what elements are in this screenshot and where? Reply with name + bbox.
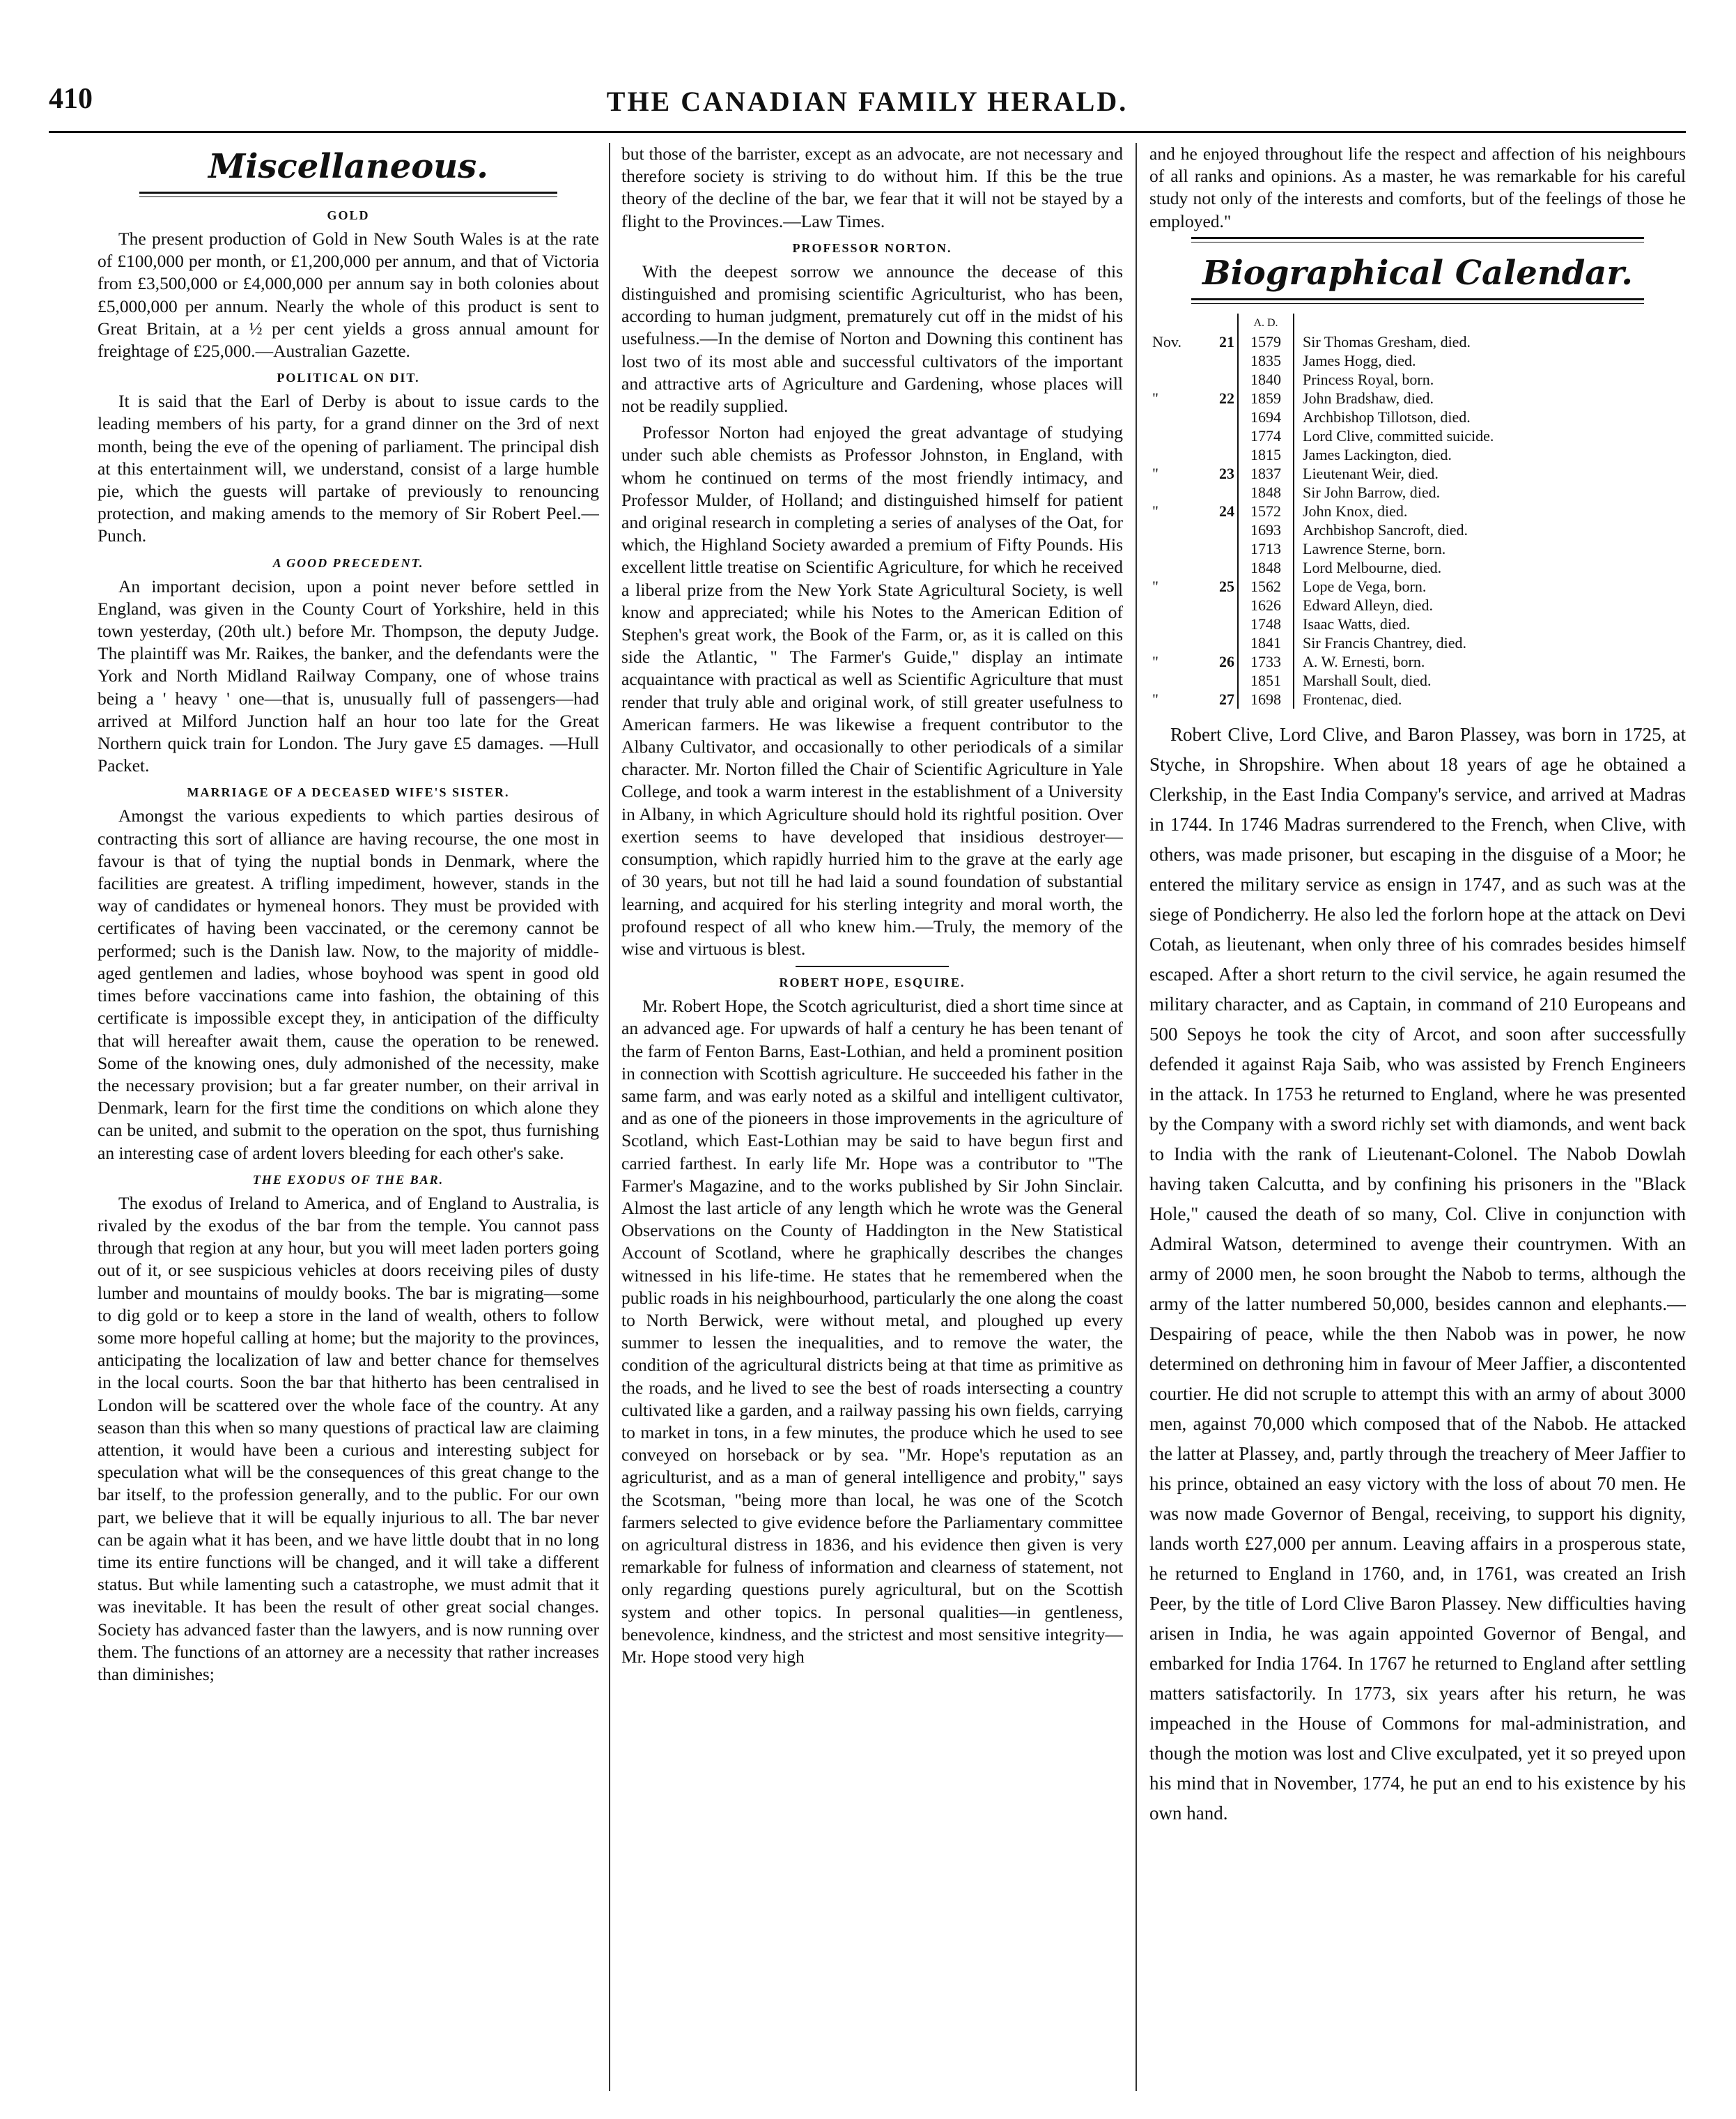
article-paragraph: and he enjoyed throughout life the respect and affection of his neighbours of all ranks and opinions. As a master, he was remarkable for his careful study not only of the interests and comforts, but of the feelings of those he employed.": [1149, 144, 1686, 231]
calendar-day: [1204, 596, 1238, 615]
calendar-year: 1572: [1238, 502, 1294, 521]
article-marriage: [98, 784, 599, 1164]
calendar-row: [1149, 690, 1686, 709]
title-rule: [1191, 298, 1644, 304]
calendar-month: [1149, 351, 1204, 370]
calendar-day: 25: [1219, 577, 1234, 595]
calendar-year: 1859: [1238, 389, 1294, 408]
calendar-row: [1149, 596, 1686, 615]
article-paragraph: Mr. Robert Hope, the Scotch agriculturist, died a short time since at an advanced age. For upwards of half a century he has been tenant of the farm of Fenton Barns, East-Lothian, and held a prominent position in connection with Scottish agriculture. He succeeded his father in the same farm, and was early noted as a skilful and intelligent cultivator, and as one of the pioneers in those improvements in the agriculture of Scotland, which East-Lothian may be said to have begun first and carried farthest. In early life Mr. Hope was a contributor to "The Farmer's Magazine, and to the works published by Sir John Sinclair. Almost the last article of any length which he wrote was the General Observations on the County of Haddington in the New Statistical Account of Scotland, where he graphically describes the changes witnessed in his life-time. He states that he remembered when the public roads in his neighbourhood, particularly the one along the coast to North Berwick, were without metal, and ploughed up every summer to lessen the inequalities, and to remove the water, the condition of the agricultural districts being at that time as primitive as the roads, and he lived to see the best of roads intersecting a country cultivated like a garden, and a railway passing his own fields, carrying to market in tons, in a few minutes, the produce which he used to see conveyed on horseback or by sea. "Mr. Hope's reputation as an agriculturist, and as a man of general intelligence and probity," says the Scotsman, "being more than local, he was one of the Scotch farmers selected to give evidence before the Parliamentary committee on agricultural distress in 1836, and his evidence then given is very remarkable for fulness of information and clearness of statement, not only regarding questions purely agricultural, but on the Scottish system and other topics. In personal qualities—in gentleness, benevolence, kindness, and the strictest and most sensitive integrity—Mr. Hope stood very high: [621, 996, 1123, 1667]
calendar-event: James Hogg, died.: [1303, 351, 1416, 369]
calendar-event: Princess Royal, born.: [1303, 370, 1434, 388]
title-rule: [1191, 237, 1644, 242]
article-paragraph: but those of the barrister, except as an advocate, are not necessary and therefore society is striving to do without him. If this be the true theory of the decline of the bar, we fear that it will not be stayed by a flight to the Provinces.—Law Times.: [621, 144, 1123, 231]
article-robert-clive: [1149, 720, 1686, 1828]
calendar-month: [1149, 671, 1204, 690]
calendar-year: 1837: [1238, 464, 1294, 483]
calendar-year: 1851: [1238, 671, 1294, 690]
calendar-year: 1626: [1238, 596, 1294, 615]
article-exodus-of-the-bar: [98, 1171, 599, 1686]
running-title: THE CANADIAN FAMILY HERALD.: [606, 86, 1129, 117]
article-paragraph: Robert Clive, Lord Clive, and Baron Plassey, was born in 1725, at Styche, in Shropshire. When about 18 years of age he obtained a Clerkship, in the East India Company's service, and arrived at Madras in 1744. In 1746 Madras surrendered to the French, when Clive, with others, was made prisoner, but escaping in the disguise of a Moor; he entered the military service as ensign in 1747, and as such was at the siege of Pondicherry. He also led the forlorn hope at the attack on Devi Cotah, as lieutenant, when only three of his comrades besides himself escaped. After a short return to the civil service, he again resumed the military character, and as Captain, in command of 210 Europeans and 500 Sepoys he took the city of Arcot, and soon after successfully defended it against Raja Saib, who was assisted by French Engineers in the attack. In 1753 he returned to England, where he was presented by the Company with a sword richly set with diamonds, and went back to India with the rank of Lieutenant-Colonel. The Nabob Dowlah having taken Calcutta, and by confining his prisoners in the "Black Hole," caused the death of so many, Col. Clive in conjunction with Admiral Watson, determined to avenge their countrymen. With an army of 2000 men, he soon brought the Nabob to terms, although the army of the latter numbered 50,000, besides cannon and elephants.—Despairing of peace, while the then Nabob was in power, he now determined on dethroning him in favour of Meer Jaffier, a discontented courtier. He did not scruple to attempt this with an army of about 3000 men, against 70,000 which composed that of the Nabob. He attacked the latter at Plassey, and, partly through the treachery of Meer Jaffier to his prince, obtained an easy victory with the loss of about 70 men. He was now made Governor of Bengal, receiving, to support his dignity, lands worth £27,000 per annum. Leaving affairs in a prosperous state, he returned to England in 1760, and, in 1761, was created an Irish Peer, by the title of Lord Clive Baron Plassey. New difficulties having arisen in India, he was again appointed Governor of Bengal, and embarked for India 1764. In 1767 he returned to England after settling matters satisfactorily. In 1773, six years after his return, he was impeached in the House of Commons for mal-administration, and though the motion was lost and Clive exculpated, yet it so preyed upon his mind that in November, 1774, he put an end to his existence by his own hand.: [1149, 723, 1686, 1824]
article-paragraph: The present production of Gold in New South Wales is at the rate of £100,000 per month, or £1,200,000 per annum, and that of Victoria from £3,500,000 or £4,000,000 per annum say in both colonies about £5,000,000 per annum. Nearly the whole of this product is sent to Great Britain, at a ½ per cent yields a gross annual amount for freightage of £25,000.—Australian Gazette.: [98, 229, 599, 362]
calendar-year: 1774: [1238, 426, 1294, 445]
calendar-day: 23: [1219, 464, 1234, 482]
calendar-row: [1149, 615, 1686, 633]
calendar-row: [1149, 332, 1686, 351]
calendar-event: Archbishop Tillotson, died.: [1303, 408, 1471, 426]
calendar-row: [1149, 426, 1686, 445]
calendar-day: [1204, 408, 1238, 426]
calendar-year: 1848: [1238, 483, 1294, 502]
calendar-month: [1149, 633, 1204, 652]
calendar-row: [1149, 370, 1686, 389]
calendar-row: [1149, 464, 1686, 483]
calendar-event: Frontenac, died.: [1303, 690, 1402, 708]
calendar-row: [1149, 671, 1686, 690]
article-political-on-dit: [98, 369, 599, 547]
calendar-year: 1840: [1238, 370, 1294, 389]
article-paragraph: Amongst the various expedients to which parties desirous of contracting this sort of alliance are having recourse, the one most in favour is that of tying the nuptial bonds in Denmark, where the facilities are greatest. A trifling impediment, however, stands in the way of candidates or hymeneal honors. They must be provided with certificates of having been vaccinated, or the ceremony cannot be performed; such is the Danish law. Now, to the majority of middle-aged gentlemen and ladies, whose boyhood was spent in good old times before vaccinations came into fashion, the obtaining of this certificate is impossible except they, in anticipation of the difficulty that will hereafter await them, cause the operation to be renewed. Some of the knowing ones, duly admonished of the necessity, make the necessary provision; but a far greater number, on their arrival in Denmark, learn for the first time the conditions on which alone they can be united, and submit to the operation on the spot, thus furnishing an interesting case of ardent lovers bleeding for each other's sake.: [98, 806, 599, 1163]
calendar-row: [1149, 445, 1686, 464]
calendar-month: ": [1152, 389, 1158, 407]
article-heading: ROBERT HOPE, ESQUIRE.: [779, 976, 966, 990]
calendar-day: [1204, 370, 1238, 389]
calendar-year: 1693: [1238, 521, 1294, 539]
calendar-month: [1149, 426, 1204, 445]
calendar-row: [1149, 521, 1686, 539]
calendar-year: 1713: [1238, 539, 1294, 558]
calendar-event: John Knox, died.: [1303, 502, 1408, 520]
calendar-month: [1149, 596, 1204, 615]
column-divider: [609, 143, 610, 2091]
anno-domini-label: A. D.: [1238, 314, 1294, 332]
calendar-event: James Lackington, died.: [1303, 445, 1452, 463]
calendar-row: [1149, 577, 1686, 596]
calendar-month: ": [1152, 690, 1158, 708]
column-2: [621, 143, 1123, 2091]
calendar-year: 1815: [1238, 445, 1294, 464]
article-heading: A GOOD PRECEDENT.: [272, 555, 424, 570]
page-header: [49, 82, 1686, 133]
calendar-day: [1204, 483, 1238, 502]
calendar-day: [1204, 539, 1238, 558]
section-title-miscellaneous: Miscellaneous.: [208, 147, 488, 186]
article-heading: GOLD: [327, 208, 370, 222]
article-professor-norton: [621, 240, 1123, 960]
calendar-day: 24: [1219, 502, 1234, 520]
article-heading: THE EXODUS OF THE BAR.: [252, 1172, 444, 1187]
calendar-month: ": [1152, 502, 1158, 520]
calendar-year: 1698: [1238, 690, 1294, 709]
calendar-day: [1204, 633, 1238, 652]
article-bar-continued: [621, 143, 1123, 233]
calendar-event: Isaac Watts, died.: [1303, 615, 1411, 633]
calendar-year: 1694: [1238, 408, 1294, 426]
calendar-month: ": [1152, 464, 1158, 482]
calendar-header-row: [1149, 314, 1686, 332]
calendar-event: Lord Clive, committed suicide.: [1303, 426, 1494, 445]
calendar-event: Edward Alleyn, died.: [1303, 596, 1433, 614]
article-heading: PROFESSOR NORTON.: [792, 240, 952, 255]
article-gold: [98, 207, 599, 362]
calendar-event: Lieutenant Weir, died.: [1303, 464, 1439, 482]
calendar-year: 1733: [1238, 652, 1294, 671]
calendar-event: Lord Melbourne, died.: [1303, 558, 1442, 576]
calendar-year: 1579: [1238, 332, 1294, 351]
title-rule: [139, 192, 557, 197]
calendar-day: [1204, 426, 1238, 445]
article-heading: MARRIAGE OF A DECEASED WIFE'S SISTER.: [187, 785, 510, 800]
calendar-month: ": [1152, 652, 1158, 670]
article-paragraph: An important decision, upon a point never before settled in England, was given in the County Court of Yorkshire, held in this town yesterday, (20th ult.) before Mr. Thompson, the deputy Judge. The plaintiff was Mr. Raikes, the banker, and the defendants were the York and North Midland Railway Company, one of whose trains being a ' heavy ' one—that is, unusually full of passengers—had arrived at Milford Junction half an hour too late for the Great Northern quick train for London. The Jury gave £5 damages. —Hull Packet.: [98, 576, 599, 776]
calendar-event: Sir Thomas Gresham, died.: [1303, 332, 1471, 350]
calendar-year: 1835: [1238, 351, 1294, 370]
calendar-event: Sir Francis Chantrey, died.: [1303, 633, 1467, 652]
calendar-year: 1562: [1238, 577, 1294, 596]
biographical-calendar-table: [1149, 314, 1686, 709]
column-3: [1149, 143, 1686, 2091]
calendar-day: 27: [1219, 690, 1234, 708]
calendar-day: [1204, 558, 1238, 577]
calendar-row: [1149, 389, 1686, 408]
article-paragraph: With the deepest sorrow we announce the decease of this distinguished and promising scientific Agriculturist, who has been, according to human judgment, prematurely cut off in the midst of his usefulness.—In the demise of Norton and Downing this continent has lost two of its most able and successful cultivators of the important and attractive arts of Agriculture and Gardening, whose places will not be readily supplied.: [621, 261, 1123, 417]
calendar-month: [1149, 539, 1204, 558]
calendar-event: Lope de Vega, born.: [1303, 577, 1427, 595]
calendar-month: [1149, 483, 1204, 502]
calendar-month: [1149, 521, 1204, 539]
calendar-year: 1841: [1238, 633, 1294, 652]
calendar-month: Nov.: [1152, 332, 1181, 350]
calendar-row: [1149, 502, 1686, 521]
article-good-precedent: [98, 555, 599, 778]
article-paragraph: The exodus of Ireland to America, and of England to Australia, is rivaled by the exodus of the bar from the temple. You cannot pass through that region at any hour, but you will meet laden porters going out of it, or see suspicious vehicles at doors receiving piles of dusty lumber and mountains of mouldy books. The bar is migrating—some to dig gold or to keep a store in the land of wealth, others to follow some more hopeful calling at home; but the majority to the provinces, anticipating the localization of law and better chance for themselves in the local courts. Soon the bar that hitherto has been centralised in London will be scattered over the whole face of the country. At any season than this when so many questions of practical law are claiming attention, it would have been a curious and interesting subject for speculation what will be the consequences of this great change to the bar itself, to the profession generally, and to the public. For our own part, we believe that it will be equally injurious to all. The bar never can be again what it has been, and we have little doubt that in no long time its entire functions will be changed, and it will take a different status. But while lamenting such a catastrophe, we must admit that it was inevitable. It has been the result of other great social changes. Society has advanced faster than the lawyers, and is now running over them. The functions of an attorney are a necessity that rather increases than diminishes;: [98, 1192, 599, 1684]
calendar-day: [1204, 671, 1238, 690]
calendar-year: 1748: [1238, 615, 1294, 633]
calendar-month: [1149, 558, 1204, 577]
article-paragraph: Professor Norton had enjoyed the great advantage of studying under such able chemists as Professor Johnston, in England, with whom he continued on terms of the most friendly intimacy, and Professor Mulder, of Holland; and distinguished himself for patient and original research in completing a series of analyses of the Oat, for which, the Highland Society awarded a premium of Fifty Pounds. His excellent little treatise on Scientific Agriculture, for which he received a liberal prize from the New York State Agricultural Society, is well know and appreciated; while his Notes to the American Edition of Stephen's great work, the Book of the Farm, or, as it is called on this side the Atlantic, " The Farmer's Guide," display an intimate acquaintance with practical as well as Scientific Agriculture that must render that truly able and original work, of still greater usefulness to American farmers. He was likewise a frequent contributor to the Albany Cultivator, and occasionally to other periodicals of a similar character. Mr. Norton filled the Chair of Scientific Agriculture in Yale College, and took a warm interest in the establishment of a University in Albany, in which Agriculture should hold its rightful position. Over exertion seems to have developed that insidious destroyer—consumption, which rapidly hurried him to the grave at the early age of 30 years, but not till he had laid a sound foundation of substantial learning, and acquired for his sterling integrity and moral worth, the profound respect of all who knew him.—Truly, the memory of the wise and virtuous is blest.: [621, 422, 1123, 959]
calendar-row: [1149, 558, 1686, 577]
calendar-row: [1149, 539, 1686, 558]
calendar-event: Archbishop Sancroft, died.: [1303, 521, 1468, 539]
calendar-row: [1149, 652, 1686, 671]
calendar-year: 1848: [1238, 558, 1294, 577]
article-separator: [796, 966, 949, 967]
calendar-row: [1149, 483, 1686, 502]
calendar-day: [1204, 615, 1238, 633]
calendar-event: Marshall Soult, died.: [1303, 671, 1432, 689]
calendar-month: [1149, 408, 1204, 426]
calendar-day: [1204, 445, 1238, 464]
calendar-month: ": [1152, 577, 1158, 595]
section-title-biographical-calendar: Biographical Calendar.: [1202, 253, 1633, 293]
page-number: 410: [49, 83, 93, 115]
calendar-day: [1204, 521, 1238, 539]
article-robert-hope: [621, 974, 1123, 1668]
calendar-month: [1149, 615, 1204, 633]
calendar-day: 21: [1219, 332, 1234, 350]
calendar-row: [1149, 351, 1686, 370]
article-heading: POLITICAL ON DIT.: [277, 371, 420, 385]
column-divider: [1136, 143, 1137, 2091]
calendar-day: [1204, 351, 1238, 370]
calendar-row: [1149, 408, 1686, 426]
calendar-day: 26: [1219, 652, 1234, 670]
column-1: [98, 143, 599, 2091]
calendar-day: 22: [1219, 389, 1234, 407]
calendar-row: [1149, 633, 1686, 652]
calendar-event: A. W. Ernesti, born.: [1303, 652, 1425, 670]
calendar-month: [1149, 445, 1204, 464]
calendar-month: [1149, 370, 1204, 389]
calendar-event: John Bradshaw, died.: [1303, 389, 1434, 407]
article-paragraph: It is said that the Earl of Derby is about to issue cards to the leading members of his party, for a grand dinner on the 3rd of next month, being the eve of the opening of parliament. The principal dish at this entertainment will, we understand, consist of a large humble pie, which the guests will partake of previously to renouncing protection, and making amends to the memory of Sir Robert Peel.—Punch.: [98, 391, 599, 546]
calendar-event: Lawrence Sterne, born.: [1303, 539, 1446, 557]
calendar-event: Sir John Barrow, died.: [1303, 483, 1441, 501]
